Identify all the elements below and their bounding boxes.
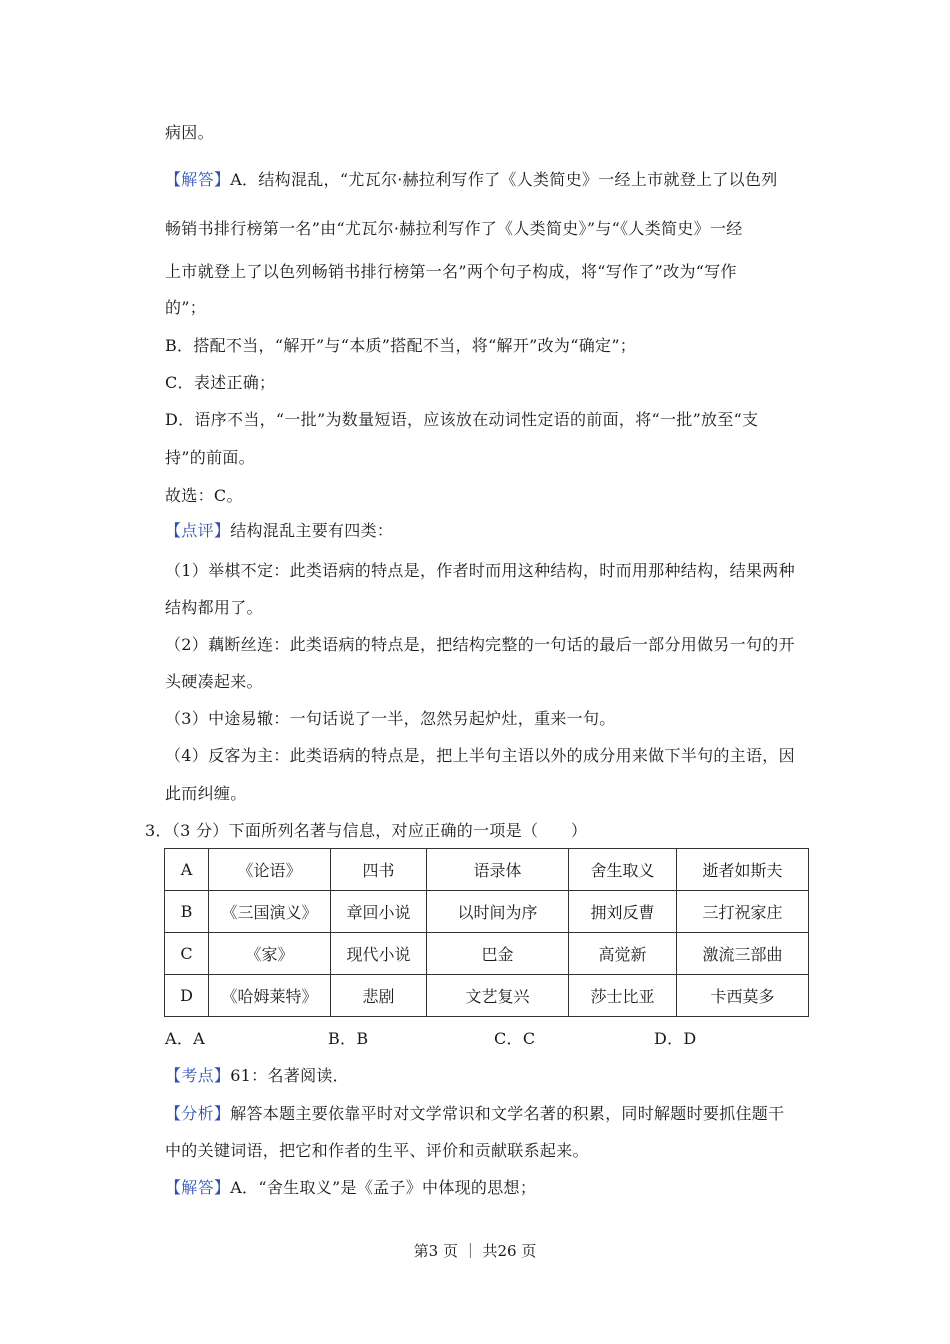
table-cell: 拥刘反曹 [569,891,677,933]
table-cell: 三打祝家庄 [677,891,809,933]
fenxi-tag: 【分析】 [165,1104,231,1123]
option-b-explanation: B．搭配不当，“解开”与“本质”搭配不当，将“解开”改为“确定”； [165,336,637,355]
text-line: 持”的前面。 [165,448,255,467]
text-line: （1）举棋不定：此类语病的特点是，作者时而用这种结构，时而用那种结构，结果两种 [165,561,795,580]
question-3-stem: 3．（3 分）下面所列名著与信息，对应正确的一项是（ ） [145,821,588,840]
answer-tag: 【解答】 [165,170,231,189]
text-line: 结构都用了。 [165,598,263,617]
table-row [165,849,809,891]
text-line: （4）反客为主：此类语病的特点是，把上半句主语以外的成分用来做下半句的主语，因 [165,746,795,765]
text-line: 中的关键词语，把它和作者的生平、评价和贡献联系起来。 [165,1141,589,1160]
table-cell: B [165,891,209,933]
choice-c: C．C [494,1029,536,1048]
table-cell: 《论语》 [209,849,331,891]
comment-paragraph-line [165,521,393,541]
table-cell: 《家》 [209,933,331,975]
table-cell: 卡西莫多 [677,975,809,1017]
text-line: 畅销书排行榜第一名”由“尤瓦尔·赫拉利写作了《人类简史》”与“《人类简史》一经 [165,219,743,238]
table-cell: 莎士比亚 [569,975,677,1017]
answer-paragraph-line [165,170,778,190]
table-cell: 高觉新 [569,933,677,975]
table-cell: 舍生取义 [569,849,677,891]
choice-b: B．B [328,1029,369,1048]
table-cell: 现代小说 [331,933,427,975]
table-cell: 《三国演义》 [209,891,331,933]
table-cell: 巴金 [427,933,569,975]
text-line: （3）中途易辙：一句话说了一半，忽然另起炉灶，重来一句。 [165,709,616,728]
table-row [165,933,809,975]
text-line-bingyin: 病因。 [165,123,214,142]
text-line: 头硬凑起来。 [165,672,263,691]
table-cell: 《哈姆莱特》 [209,975,331,1017]
table-row [165,975,809,1017]
answer-text: A．结构混乱，“尤瓦尔·赫拉利写作了《人类简史》一经上市就登上了以色列 [230,170,778,189]
table-cell: 文艺复兴 [427,975,569,1017]
kaodian-tag: 【考点】 [165,1066,231,1085]
table-cell: A [165,849,209,891]
answer-choice: 故选：C。 [165,486,243,505]
table-cell: 章回小说 [331,891,427,933]
table-cell: 悲剧 [331,975,427,1017]
text-line: 的”； [165,298,207,317]
table-cell: 语录体 [427,849,569,891]
fenxi-line [165,1104,784,1124]
answer-text: A．“舍生取义”是《孟子》中体现的思想； [230,1178,537,1197]
comment-text: 结构混乱主要有四类： [230,521,394,540]
text-line: 上市就登上了以色列畅销书排行榜第一名”两个句子构成，将“写作了”改为“写作 [165,262,737,281]
page-footer: 第3 页 ｜ 共26 页 [413,1242,537,1260]
choice-a: A．A [165,1029,206,1048]
answer-choices [165,1029,697,1049]
fenxi-text: 解答本题主要依靠平时对文学常识和文学名著的积累，同时解题时要抓住题干 [230,1104,785,1123]
table-cell: 以时间为序 [427,891,569,933]
answer-paragraph-line [165,1178,536,1198]
text-line: 此而纠缠。 [165,784,247,803]
table-cell: 激流三部曲 [677,933,809,975]
table-row [165,891,809,933]
table-cell: 四书 [331,849,427,891]
kaodian-text: 61：名著阅读． [230,1066,349,1085]
table-cell: D [165,975,209,1017]
table-cell: 逝者如斯夫 [677,849,809,891]
options-table [164,848,809,1017]
text-line: （2）藕断丝连：此类语病的特点是，把结构完整的一句话的最后一部分用做另一句的开 [165,635,795,654]
option-c-explanation: C．表述正确； [165,373,276,392]
table-cell: C [165,933,209,975]
option-d-explanation: D．语序不当，“一批”为数量短语，应该放在动词性定语的前面，将“一批”放至“支 [165,410,759,429]
choice-d: D．D [654,1029,697,1048]
kaodian-line [165,1066,349,1086]
comment-tag: 【点评】 [165,521,231,540]
answer-tag: 【解答】 [165,1178,231,1197]
